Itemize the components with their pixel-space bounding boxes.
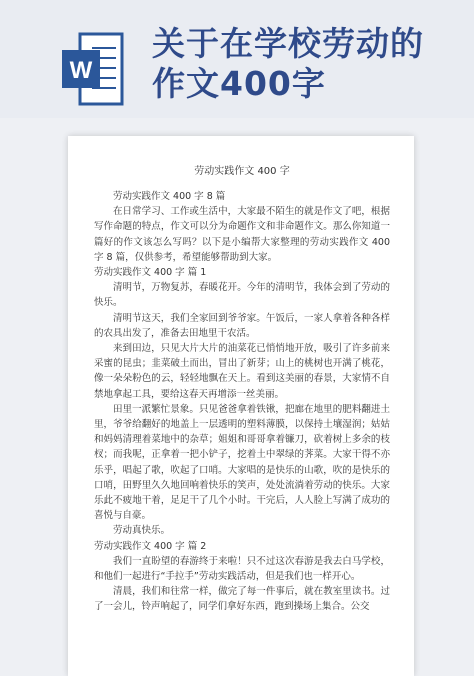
paragraph: 田里一派繁忙景象。只见爸爸拿着铁锹，把廊在地里的肥料翻进土里，爷爷给翻好的地盖上一层透明的塑料薄膜，以保持土壤湿润；姑姑和妈妈清理着菜地中的杂草；姐姐和哥哥拿着镰刀，砍着树上多余的枝杈；而我呢，正拿着一把小铲子，挖着土中翠绿的荠菜。大家干得不亦乐乎，唱起了歌，吹起了口哨。大家唱的是快乐的山歌，吹的是快乐的口哨，田野里久久地回响着快乐的笑声，处处流淌着劳动的快乐。大家乐此不疲地干着，足足干了几个小时。干完后，人人脸上写满了成功的喜悦与自豪。 (94, 403, 390, 522)
header-banner (0, 0, 474, 118)
section-heading-1: 劳动实践作文 400 字 篇 1 (94, 267, 207, 279)
paragraph: 清明节，万物复苏，春暖花开。今年的清明节，我体会到了劳动的快乐。 (94, 282, 390, 309)
paragraph: 来到田边，只见大片大片的油菜花已悄悄地开放，吸引了许多前来采蜜的昆虫；韭菜破土而出，冒出了新芽；山上的桃树也开满了桃花，像一朵朵粉色的云，轻轻地飘在天上。看到这美丽的春景，大家情不自禁地拿起工具，要给这春天再增添一丝美丽。 (94, 343, 390, 400)
page-title-line-2: 作文400字 (152, 64, 326, 103)
paragraph: 清晨，我们和往常一样，做完了每一件事后，就在教室里读书。过了一会儿，铃声响起了，同学们拿好东西，跑到操场上集合。公交 (94, 586, 390, 613)
collection-heading: 劳动实践作文 400 字 8 篇 (113, 191, 226, 202)
page-title (152, 24, 462, 104)
word-logo-letter: W (69, 57, 93, 84)
word-document-icon (62, 28, 126, 110)
paragraph: 劳动真快乐。 (113, 525, 171, 537)
document-body (94, 162, 390, 615)
document-page (68, 136, 414, 676)
paragraph: 我们一直盼望的春游终于来啦！只不过这次春游是我去白马学校，和他们一起进行“手拉手”劳动实践活动，但是我们也一样开心。 (94, 555, 390, 583)
section-heading-2: 劳动实践作文 400 字 篇 2 (94, 540, 207, 552)
essay-title: 劳动实践作文 400 字 (194, 166, 290, 177)
paragraph: 清明节这天，我们全家回到爷爷家。午饭后，一家人拿着各种各样的农具出发了，准备去田地里干农活。 (94, 312, 390, 339)
page-title-line-1: 关于在学校劳动的 (152, 24, 424, 63)
intro-paragraph: 在日常学习、工作或生活中，大家最不陌生的就是作文了吧，根据写作命题的特点，作文可以分为命题作文和非命题作文。那么你知道一篇好的作文该怎么写吗？以下是小编帮大家整理的劳动实践作文 400 字 8 篇，仅供参考，希望能够帮助到大家。 (94, 206, 390, 263)
